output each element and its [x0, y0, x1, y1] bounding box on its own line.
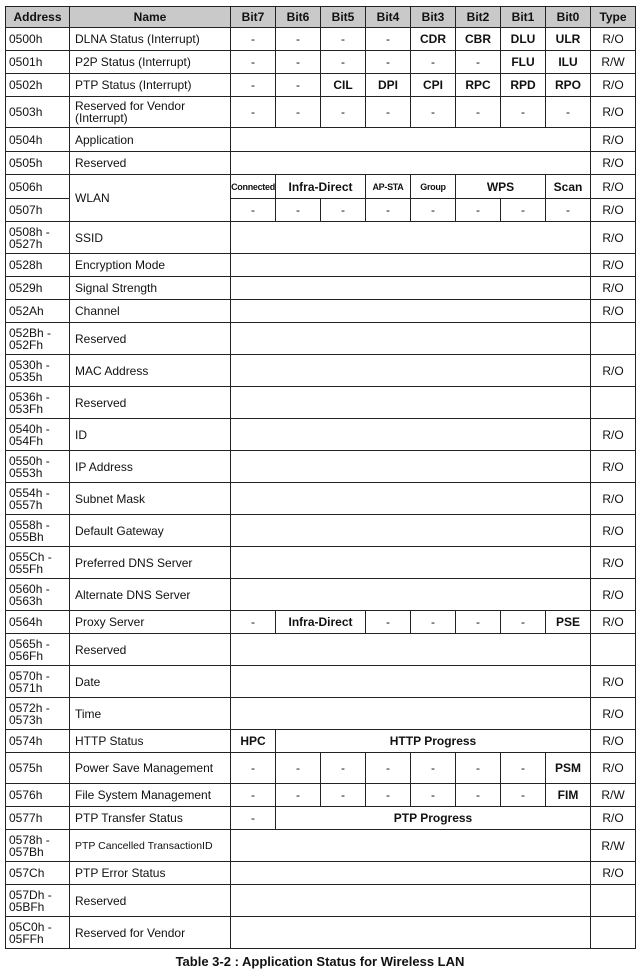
empty-bits-cell — [231, 698, 591, 730]
bit-cell: - — [231, 611, 276, 634]
type-cell: R/O — [591, 175, 636, 199]
empty-bits-cell — [231, 634, 591, 666]
name-cell: ID — [70, 419, 231, 451]
bit-cell: - — [231, 784, 276, 807]
address-cell: 0505h — [6, 152, 70, 175]
name-cell: Reserved — [70, 323, 231, 355]
address-cell: 055Ch - 055Fh — [6, 547, 70, 579]
address-cell: 0540h - 054Fh — [6, 419, 70, 451]
table-row — [6, 515, 636, 547]
table-row — [6, 784, 636, 807]
name-cell: Date — [70, 666, 231, 698]
type-cell: R/O — [591, 222, 636, 254]
type-cell: R/O — [591, 152, 636, 175]
bit-cell: - — [411, 199, 456, 222]
type-cell: R/O — [591, 74, 636, 97]
bit-cell: - — [366, 611, 411, 634]
table-row — [6, 885, 636, 917]
type-cell: R/O — [591, 128, 636, 152]
type-cell: R/O — [591, 862, 636, 885]
address-cell: 052Bh - 052Fh — [6, 323, 70, 355]
table-row — [6, 355, 636, 387]
table-row — [6, 300, 636, 323]
address-cell: 0502h — [6, 74, 70, 97]
bit-cell: - — [321, 753, 366, 784]
type-cell: R/O — [591, 666, 636, 698]
empty-bits-cell — [231, 254, 591, 277]
type-cell — [591, 323, 636, 355]
address-cell: 0550h - 0553h — [6, 451, 70, 483]
bit-cell: PSE — [546, 611, 591, 634]
bit-cell: - — [411, 97, 456, 128]
bit-cell: - — [411, 784, 456, 807]
name-cell: Reserved for Vendor — [70, 917, 231, 949]
bit-cell-infra-direct: Infra-Direct — [276, 175, 366, 199]
name-cell: PTP Error Status — [70, 862, 231, 885]
address-cell: 0576h — [6, 784, 70, 807]
header-bit5: Bit5 — [321, 7, 366, 28]
address-cell: 0500h — [6, 28, 70, 51]
bit-cell: - — [231, 28, 276, 51]
bit-cell: - — [456, 753, 501, 784]
type-cell: R/O — [591, 451, 636, 483]
address-cell: 0507h — [6, 199, 70, 222]
type-cell — [591, 917, 636, 949]
bit-cell: - — [411, 51, 456, 74]
name-cell: Proxy Server — [70, 611, 231, 634]
empty-bits-cell — [231, 323, 591, 355]
table-row — [6, 51, 636, 74]
bit-cell: - — [456, 199, 501, 222]
bit-cell: ULR — [546, 28, 591, 51]
bit-cell: - — [546, 199, 591, 222]
name-cell: DLNA Status (Interrupt) — [70, 28, 231, 51]
bit-cell: - — [501, 753, 546, 784]
bit-cell: - — [366, 199, 411, 222]
name-cell: Default Gateway — [70, 515, 231, 547]
header-bit7: Bit7 — [231, 7, 276, 28]
empty-bits-cell — [231, 862, 591, 885]
table-row — [6, 611, 636, 634]
header-address: Address — [6, 7, 70, 28]
bit-cell: - — [276, 753, 321, 784]
bit-cell-hpc: HPC — [231, 730, 276, 753]
address-cell: 0503h — [6, 97, 70, 128]
type-cell: R/O — [591, 807, 636, 830]
table-row — [6, 28, 636, 51]
address-cell: 0558h - 055Bh — [6, 515, 70, 547]
table-row — [6, 175, 636, 199]
bit-cell: - — [321, 28, 366, 51]
bit-cell-group: Group — [411, 175, 456, 199]
bit-cell: - — [321, 199, 366, 222]
empty-bits-cell — [231, 277, 591, 300]
type-cell: R/O — [591, 515, 636, 547]
bit-cell-scan: Scan — [546, 175, 591, 199]
bit-cell: - — [456, 97, 501, 128]
bit-cell: RPC — [456, 74, 501, 97]
type-cell: R/O — [591, 97, 636, 128]
empty-bits-cell — [231, 666, 591, 698]
address-cell: 0578h - 057Bh — [6, 830, 70, 862]
empty-bits-cell — [231, 917, 591, 949]
bit-cell: - — [276, 74, 321, 97]
bit-cell-http-progress: HTTP Progress — [276, 730, 591, 753]
bit-cell: - — [411, 753, 456, 784]
name-cell: Application — [70, 128, 231, 152]
bit-cell: - — [231, 97, 276, 128]
address-cell: 0506h — [6, 175, 70, 199]
bit-cell: CBR — [456, 28, 501, 51]
bit-cell-ap-sta: AP-STA — [366, 175, 411, 199]
bit-cell: - — [456, 611, 501, 634]
name-cell: Power Save Management — [70, 753, 231, 784]
bit-cell: - — [456, 784, 501, 807]
bit-cell: DPI — [366, 74, 411, 97]
name-cell: Signal Strength — [70, 277, 231, 300]
name-cell: File System Management — [70, 784, 231, 807]
empty-bits-cell — [231, 419, 591, 451]
address-cell: 0577h — [6, 807, 70, 830]
header-bit0: Bit0 — [546, 7, 591, 28]
empty-bits-cell — [231, 830, 591, 862]
type-cell: R/O — [591, 277, 636, 300]
bit-cell: - — [231, 74, 276, 97]
bit-cell: ILU — [546, 51, 591, 74]
type-cell: R/O — [591, 579, 636, 611]
name-cell: MAC Address — [70, 355, 231, 387]
bit-cell-infra-direct: Infra-Direct — [276, 611, 366, 634]
table-row — [6, 128, 636, 152]
type-cell — [591, 885, 636, 917]
table-row — [6, 277, 636, 300]
bit-cell: DLU — [501, 28, 546, 51]
type-cell — [591, 387, 636, 419]
name-cell: PTP Status (Interrupt) — [70, 74, 231, 97]
address-cell: 0564h — [6, 611, 70, 634]
table-row — [6, 862, 636, 885]
bit-cell: - — [366, 753, 411, 784]
table-row — [6, 222, 636, 254]
name-cell: Channel — [70, 300, 231, 323]
table-row — [6, 387, 636, 419]
name-cell: Reserved — [70, 387, 231, 419]
bit-cell: - — [276, 784, 321, 807]
type-cell: R/O — [591, 483, 636, 515]
name-cell: Preferred DNS Server — [70, 547, 231, 579]
table-row — [6, 97, 636, 128]
table-row — [6, 323, 636, 355]
empty-bits-cell — [231, 355, 591, 387]
empty-bits-cell — [231, 387, 591, 419]
table-row — [6, 579, 636, 611]
table-row — [6, 830, 636, 862]
empty-bits-cell — [231, 300, 591, 323]
type-cell: R/O — [591, 28, 636, 51]
type-cell — [591, 634, 636, 666]
name-cell: PTP Transfer Status — [70, 807, 231, 830]
header-bit4: Bit4 — [366, 7, 411, 28]
bit-cell: - — [321, 97, 366, 128]
empty-bits-cell — [231, 547, 591, 579]
register-table — [5, 6, 636, 949]
table-row — [6, 483, 636, 515]
address-cell: 057Ch — [6, 862, 70, 885]
type-cell: R/O — [591, 199, 636, 222]
bit-cell: CIL — [321, 74, 366, 97]
bit-cell: - — [276, 199, 321, 222]
bit-cell: - — [231, 199, 276, 222]
address-cell: 0508h - 0527h — [6, 222, 70, 254]
type-cell: R/O — [591, 300, 636, 323]
name-cell: PTP Cancelled TransactionID — [70, 830, 231, 862]
name-cell: Reserved — [70, 885, 231, 917]
table-row — [6, 451, 636, 483]
table-row — [6, 807, 636, 830]
bit-cell: CPI — [411, 74, 456, 97]
bit-cell: - — [276, 51, 321, 74]
address-cell: 05C0h - 05FFh — [6, 917, 70, 949]
type-cell: R/O — [591, 698, 636, 730]
empty-bits-cell — [231, 483, 591, 515]
table-row — [6, 152, 636, 175]
bit-cell: CDR — [411, 28, 456, 51]
address-cell: 0565h - 056Fh — [6, 634, 70, 666]
header-bit6: Bit6 — [276, 7, 321, 28]
header-name: Name — [70, 7, 231, 28]
address-cell: 0536h - 053Fh — [6, 387, 70, 419]
address-cell: 0530h - 0535h — [6, 355, 70, 387]
address-cell: 0501h — [6, 51, 70, 74]
address-cell: 0560h - 0563h — [6, 579, 70, 611]
address-cell: 057Dh - 05BFh — [6, 885, 70, 917]
empty-bits-cell — [231, 515, 591, 547]
address-cell: 0574h — [6, 730, 70, 753]
address-cell: 0504h — [6, 128, 70, 152]
bit-cell-ptp-progress: PTP Progress — [276, 807, 591, 830]
table-row — [6, 254, 636, 277]
table-row — [6, 634, 636, 666]
name-cell: P2P Status (Interrupt) — [70, 51, 231, 74]
address-cell: 052Ah — [6, 300, 70, 323]
bit-cell: - — [231, 753, 276, 784]
table-row — [6, 419, 636, 451]
type-cell: R/O — [591, 753, 636, 784]
address-cell: 0575h — [6, 753, 70, 784]
empty-bits-cell — [231, 579, 591, 611]
type-cell: R/O — [591, 355, 636, 387]
type-cell: R/O — [591, 419, 636, 451]
address-cell: 0570h - 0571h — [6, 666, 70, 698]
bit-cell: - — [231, 51, 276, 74]
name-cell: WLAN — [70, 175, 231, 222]
address-cell: 0529h — [6, 277, 70, 300]
bit-cell: RPO — [546, 74, 591, 97]
bit-cell: PSM — [546, 753, 591, 784]
bit-cell: FLU — [501, 51, 546, 74]
name-cell: Encryption Mode — [70, 254, 231, 277]
bit-cell: RPD — [501, 74, 546, 97]
table-row — [6, 730, 636, 753]
empty-bits-cell — [231, 885, 591, 917]
type-cell: R/O — [591, 547, 636, 579]
header-bit3: Bit3 — [411, 7, 456, 28]
bit-cell: - — [501, 97, 546, 128]
address-cell: 0554h - 0557h — [6, 483, 70, 515]
bit-cell: - — [366, 784, 411, 807]
name-cell: IP Address — [70, 451, 231, 483]
bit-cell: - — [456, 51, 501, 74]
name-cell: SSID — [70, 222, 231, 254]
bit-cell: - — [501, 199, 546, 222]
type-cell: R/O — [591, 254, 636, 277]
bit-cell: - — [276, 28, 321, 51]
name-cell: Time — [70, 698, 231, 730]
bit-cell: - — [501, 611, 546, 634]
type-cell: R/O — [591, 730, 636, 753]
table-row — [6, 753, 636, 784]
bit-cell: - — [411, 611, 456, 634]
table-row — [6, 547, 636, 579]
bit-cell: - — [321, 784, 366, 807]
type-cell: R/W — [591, 830, 636, 862]
empty-bits-cell — [231, 152, 591, 175]
bit-cell: - — [366, 97, 411, 128]
bit-cell: FIM — [546, 784, 591, 807]
bit-cell-wps: WPS — [456, 175, 546, 199]
header-row — [6, 7, 636, 28]
table-row — [6, 666, 636, 698]
name-cell: HTTP Status — [70, 730, 231, 753]
empty-bits-cell — [231, 222, 591, 254]
name-cell: Reserved — [70, 152, 231, 175]
empty-bits-cell — [231, 128, 591, 152]
address-cell: 0528h — [6, 254, 70, 277]
name-cell: Reserved — [70, 634, 231, 666]
name-cell: Subnet Mask — [70, 483, 231, 515]
bit-cell: - — [276, 97, 321, 128]
type-cell: R/W — [591, 51, 636, 74]
name-cell: Alternate DNS Server — [70, 579, 231, 611]
bit-cell: - — [366, 28, 411, 51]
type-cell: R/W — [591, 784, 636, 807]
header-type: Type — [591, 7, 636, 28]
type-cell: R/O — [591, 611, 636, 634]
table-row — [6, 917, 636, 949]
table-row — [6, 698, 636, 730]
header-bit2: Bit2 — [456, 7, 501, 28]
bit-cell: - — [366, 51, 411, 74]
name-cell: Reserved for Vendor (Interrupt) — [70, 97, 231, 128]
bit-cell: - — [501, 784, 546, 807]
bit-cell: - — [321, 51, 366, 74]
empty-bits-cell — [231, 451, 591, 483]
bit-cell: - — [231, 807, 276, 830]
bit-cell-connected: Connected — [231, 175, 276, 199]
address-cell: 0572h - 0573h — [6, 698, 70, 730]
table-row — [6, 74, 636, 97]
header-bit1: Bit1 — [501, 7, 546, 28]
bit-cell: - — [546, 97, 591, 128]
table-caption: Table 3-2 : Application Status for Wireless LAN — [175, 954, 465, 969]
